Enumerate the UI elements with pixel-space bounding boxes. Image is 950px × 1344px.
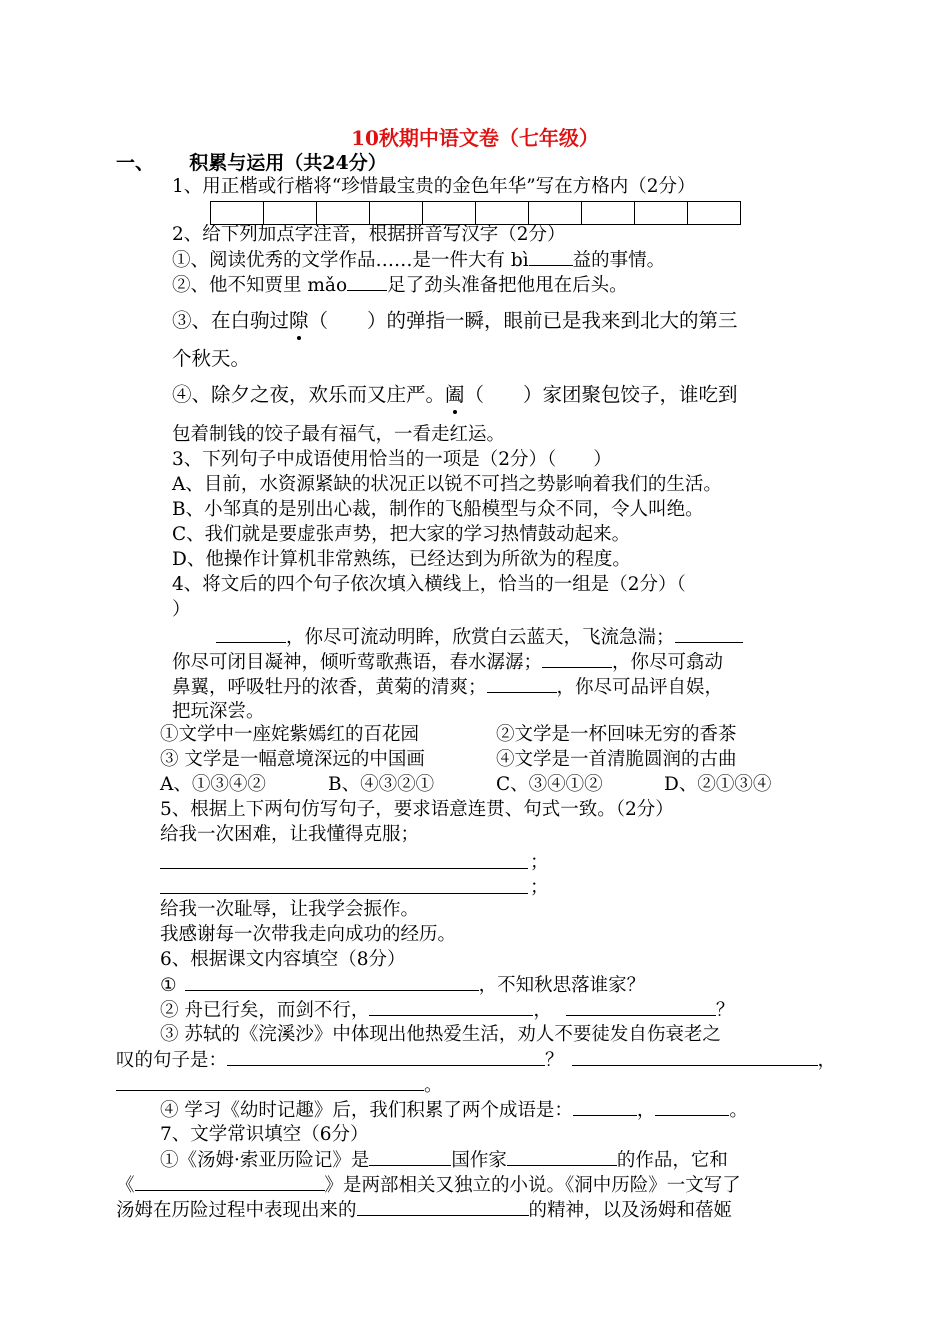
- answer-blank[interactable]: [542, 649, 612, 668]
- q6-item-2: ② 舟已行矣，而剑不行， ， ？: [160, 997, 734, 1024]
- q6-item-1: ① ，不知秋思落谁家？: [160, 972, 645, 999]
- answer-blank[interactable]: [347, 272, 387, 291]
- dotted-char: 阖: [445, 383, 465, 406]
- grid-cell[interactable]: [211, 202, 264, 224]
- q4-choice-c: C、③④①②: [496, 774, 603, 795]
- grid-cell[interactable]: [264, 202, 317, 224]
- q2-item-1: ①、阅读优秀的文学作品……是一件大有 bì 益的事情。: [172, 247, 665, 274]
- answer-blank[interactable]: [369, 997, 533, 1016]
- q2-item-2: ②、他不知贾里 mǎo 足了劲头准备把他甩在后头。: [172, 272, 628, 299]
- answer-blank[interactable]: [507, 1147, 617, 1166]
- question-7: 7、文学常识填空（6分）: [160, 1124, 369, 1145]
- answer-blank[interactable]: [487, 674, 557, 693]
- answer-blank[interactable]: [529, 247, 573, 266]
- q2-item-3: ③、在白驹过隙（ ）的弹指一瞬，眼前已是我来到北大的第三: [172, 309, 738, 332]
- q5-line-5: 我感谢每一次带我走向成功的经历。: [160, 924, 457, 945]
- q2-item-4: ④、除夕之夜，欢乐而又庄严。阖（ ）家团聚包饺子，谁吃到: [172, 383, 738, 406]
- q6-item-3-cont: 叹的句子是： ？ ，: [116, 1047, 836, 1074]
- answer-line[interactable]: [160, 868, 528, 869]
- q4-choice-d: D、②①③④: [664, 774, 772, 795]
- q5-line-4: 给我一次耻辱，让我学会振作。: [160, 899, 420, 920]
- q7-line-1: ①《汤姆·索亚历险记》是 国作家 的作品，它和: [160, 1147, 728, 1174]
- grid-cell[interactable]: [529, 202, 582, 224]
- q4-sentence-1: ①文学中一座姹紫嫣红的百花园: [160, 724, 420, 745]
- q3-option-b: B、小邹真的是别出心裁，制作的飞船模型与众不同，令人叫绝。: [172, 499, 704, 520]
- q2-item-4-cont: 包着制钱的饺子最有福气，一看走红运。: [172, 424, 506, 445]
- answer-blank[interactable]: [566, 997, 716, 1016]
- answer-blank[interactable]: [675, 624, 743, 643]
- q4-passage-2: 你尽可闭目凝神，倾听莺歌燕语，春水潺潺； ，你尽可翕动: [172, 649, 723, 676]
- question-2: 2、给下列加点字注音，根据拼音写汉字（2分）: [172, 224, 566, 245]
- grid-cell[interactable]: [476, 202, 529, 224]
- answer-blank[interactable]: [135, 1172, 325, 1191]
- section-title: 积累与运用（共24分）: [189, 152, 387, 174]
- q4-sentence-2: ②文学是一杯回味无穷的香茶: [496, 724, 737, 745]
- answer-blank[interactable]: [116, 1072, 424, 1091]
- question-3: 3、下列句子中成语使用恰当的一项是（2分）（ ）: [172, 449, 612, 470]
- answer-blank[interactable]: [369, 1147, 451, 1166]
- q6-item-3: ③ 苏轼的《浣溪沙》中体现出他热爱生活，劝人不要徒发自伤衰老之: [160, 1024, 721, 1045]
- grid-cell[interactable]: [317, 202, 370, 224]
- q5-line-1: 给我一次困难，让我懂得克服；: [160, 824, 420, 845]
- question-1: 1、用正楷或行楷将“珍惜最宝贵的金色年华”写在方格内（2分）: [172, 176, 696, 197]
- q7-line-2: 《 》是两部相关又独立的小说。《洞中历险》一文写了: [116, 1172, 741, 1199]
- answer-blank[interactable]: [572, 1047, 818, 1066]
- question-4-cont: ）: [172, 599, 191, 620]
- section-number: 一、: [116, 152, 155, 174]
- q6-item-4: ④ 学习《幼时记趣》后，我们积累了两个成语是： ， 。: [160, 1097, 748, 1124]
- grid-cell[interactable]: [688, 202, 740, 224]
- q3-option-c: C、我们就是要虚张声势，把大家的学习热情鼓动起来。: [172, 524, 631, 545]
- answer-line[interactable]: [160, 893, 528, 894]
- answer-blank[interactable]: [227, 1047, 545, 1066]
- answer-blank[interactable]: [655, 1097, 729, 1116]
- answer-blank[interactable]: [216, 624, 286, 643]
- answer-blank[interactable]: [357, 1197, 529, 1216]
- q3-option-d: D、他操作计算机非常熟练，已经达到为所欲为的程度。: [172, 549, 631, 570]
- q3-option-a: A、目前，水资源紧缺的状况正以锐不可挡之势影响着我们的生活。: [172, 474, 722, 495]
- page-title: 10秋期中语文卷（七年级）: [351, 126, 599, 150]
- q5-semicolon: ；: [530, 877, 549, 898]
- answer-blank[interactable]: [185, 972, 479, 991]
- q4-sentence-4: ④文学是一首清脆圆润的古曲: [496, 749, 737, 770]
- grid-cell[interactable]: [423, 202, 476, 224]
- grid-cell[interactable]: [582, 202, 635, 224]
- question-4: 4、将文后的四个句子依次填入横线上，恰当的一组是（2分）（: [172, 574, 686, 595]
- q4-passage-4: 把玩深尝。: [172, 701, 265, 722]
- q7-line-3: 汤姆在历险过程中表现出来的 的精神，以及汤姆和蓓姬: [116, 1197, 732, 1224]
- grid-cell[interactable]: [370, 202, 423, 224]
- question-5: 5、根据上下两句仿写句子，要求语意连贯、句式一致。（2分）: [160, 799, 674, 820]
- q6-item-3-end: 。: [116, 1072, 443, 1099]
- q4-passage-1: ，你尽可流动明眸，欣赏白云蓝天，飞流急湍；: [172, 624, 743, 651]
- section-heading: [116, 150, 387, 176]
- q2-item-3-cont: 个秋天。: [172, 347, 251, 370]
- question-6: 6、根据课文内容填空（8分）: [160, 949, 406, 970]
- answer-blank[interactable]: [573, 1097, 637, 1116]
- q4-choice-a: A、①③④②: [160, 774, 266, 795]
- dotted-char: 隙: [289, 309, 309, 332]
- q4-choice-b: B、④③②①: [328, 774, 435, 795]
- grid-cell[interactable]: [635, 202, 688, 224]
- q5-semicolon: ；: [530, 852, 549, 873]
- q4-sentence-3: ③ 文学是一幅意境深远的中国画: [160, 749, 425, 770]
- q4-passage-3: 鼻翼，呼吸牡丹的浓香，黄菊的清爽； ，你尽可品评自娱，: [172, 674, 723, 701]
